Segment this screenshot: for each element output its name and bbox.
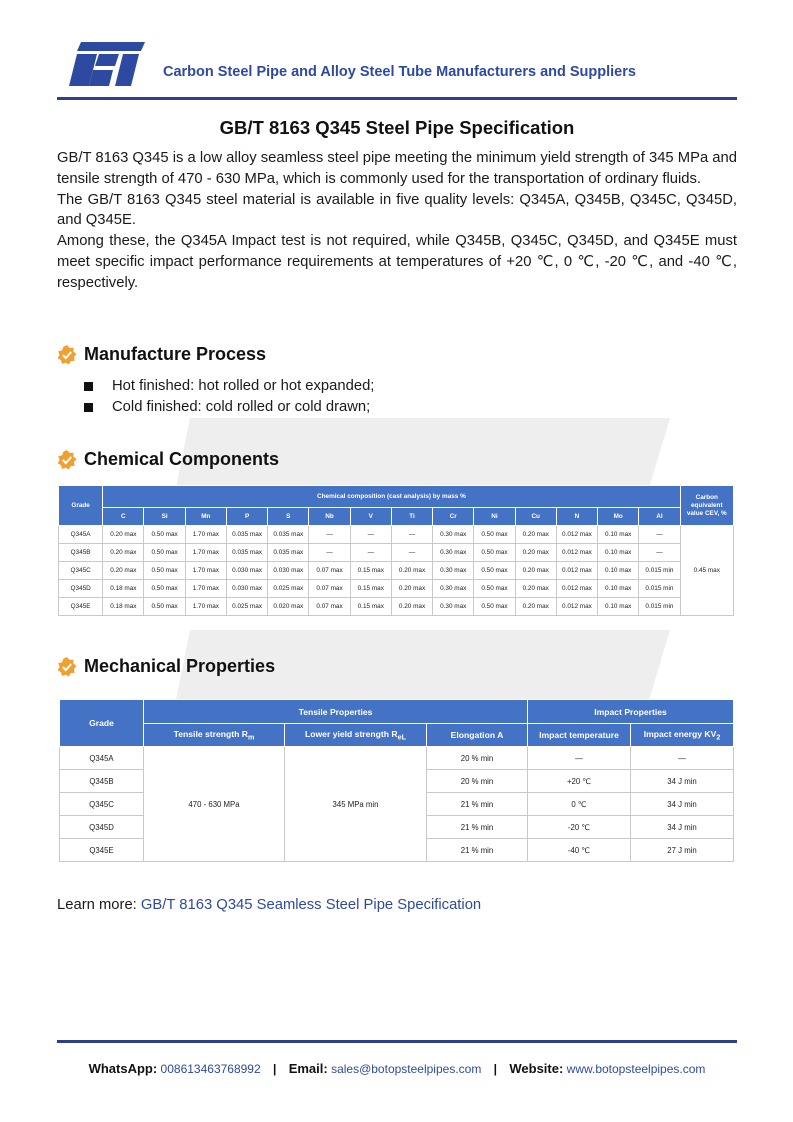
page-footer (57, 1061, 737, 1076)
impact-energy-cell: 27 J min (631, 839, 734, 862)
column-header-element: Mn (185, 508, 226, 526)
table-cell: 1.70 max (185, 544, 226, 562)
table-cell: 0.035 max (268, 526, 309, 544)
column-header-element: Cu (515, 508, 556, 526)
table-cell: 0.30 max (433, 526, 474, 544)
table-cell: 0.18 max (103, 598, 144, 616)
table-cell: 0.030 max (226, 562, 267, 580)
section-mechanical-properties (57, 656, 357, 680)
column-header-grade: Grade (59, 486, 103, 526)
table-cell: — (309, 526, 350, 544)
table-cell: 0.20 max (391, 562, 432, 580)
table-row (59, 598, 734, 616)
table-row (59, 544, 734, 562)
table-cell: 0.015 min (639, 598, 680, 616)
table-cell: 0.20 max (515, 562, 556, 580)
impact-temperature-cell: — (528, 747, 631, 770)
column-header-element: P (226, 508, 267, 526)
section-title: Mechanical Properties (84, 656, 276, 676)
column-header-impact-energy: Impact energy $KV_2$ (631, 724, 734, 747)
whatsapp-number[interactable]: 008613463768992 (160, 1062, 261, 1076)
column-header-element: N (556, 508, 597, 526)
table-cell: 0.020 max (268, 598, 309, 616)
grade-cell: Q345D (59, 580, 103, 598)
table-cell: — (391, 544, 432, 562)
list-item: Hot finished: hot rolled or hot expanded; (84, 376, 684, 397)
column-header-tensile-strength: Tensile strength $R_m$ (144, 724, 285, 747)
table-cell: 0.15 max (350, 562, 391, 580)
footer-separator: | (493, 1062, 498, 1076)
website-link[interactable]: www.botopsteelpipes.com (566, 1062, 706, 1076)
table-cell: 0.20 max (515, 598, 556, 616)
cev-cell: 0.45 max (680, 526, 733, 616)
column-header-element: Al (639, 508, 680, 526)
elongation-cell: 21 % min (427, 839, 528, 862)
table-cell: 0.10 max (598, 580, 639, 598)
elongation-cell: 21 % min (427, 816, 528, 839)
grade-cell: Q345E (60, 839, 144, 862)
email-label: Email: (288, 1061, 328, 1076)
section-manufacture-process (57, 344, 357, 368)
table-cell: 0.50 max (144, 526, 185, 544)
table-cell: 0.50 max (474, 544, 515, 562)
whatsapp-label: WhatsApp: (88, 1061, 158, 1076)
table-cell: 0.07 max (309, 580, 350, 598)
impact-energy-cell: 34 J min (631, 770, 734, 793)
table-cell: — (350, 544, 391, 562)
table-cell: — (309, 544, 350, 562)
table-cell: 0.50 max (144, 598, 185, 616)
list-item: Cold finished: cold rolled or cold drawn; (84, 397, 684, 418)
process-list (84, 376, 684, 418)
elongation-cell: 20 % min (427, 770, 528, 793)
table-row (59, 562, 734, 580)
table-cell: 0.012 max (556, 526, 597, 544)
table-cell: 0.030 max (268, 562, 309, 580)
page-title: GB/T 8163 Q345 Steel Pipe Specification (219, 117, 575, 138)
column-header-element: Mo (598, 508, 639, 526)
table-cell: 0.30 max (433, 562, 474, 580)
footer-divider (57, 1040, 737, 1043)
column-header-element: Ti (391, 508, 432, 526)
intro-text (57, 148, 737, 294)
table-cell: 1.70 max (185, 562, 226, 580)
table-cell: 0.30 max (433, 580, 474, 598)
table-row (59, 580, 734, 598)
email-link[interactable]: sales@botopsteelpipes.com (331, 1062, 482, 1076)
table-cell: 0.015 min (639, 562, 680, 580)
table-cell: 0.012 max (556, 562, 597, 580)
table-cell: 0.30 max (433, 598, 474, 616)
intro-paragraph: GB/T 8163 Q345 is a low alloy seamless steel pipe meeting the minimum yield strength of 345 MPa and tensile strength of 470 - 630 MPa, which is commonly used for the transportation of ordinary fluids. (57, 150, 737, 187)
impact-temperature-cell: -40 ℃ (528, 839, 631, 862)
table-cell: — (639, 544, 680, 562)
footer-separator: | (273, 1062, 277, 1076)
grade-cell: Q345E (59, 598, 103, 616)
table-row (59, 526, 734, 544)
grade-cell: Q345D (60, 816, 144, 839)
mechanical-properties-table (59, 699, 734, 862)
table-cell: 0.30 max (433, 544, 474, 562)
column-header-grade: Grade (60, 700, 144, 747)
table-cell: — (639, 526, 680, 544)
impact-temperature-cell: 0 ℃ (528, 793, 631, 816)
table-cell: 0.030 max (226, 580, 267, 598)
intro-paragraph: The GB/T 8163 Q345 steel material is available in five quality levels: Q345A, Q345B, Q345C, Q345D, and Q345E. (57, 191, 737, 229)
impact-energy-cell: 34 J min (631, 816, 734, 839)
column-header-element: Cr (433, 508, 474, 526)
table-cell: 0.035 max (226, 526, 267, 544)
learn-more-link[interactable]: GB/T 8163 Q345 Seamless Steel Pipe Specification (140, 897, 482, 913)
column-header-element: C (103, 508, 144, 526)
intro-paragraph: Among these, the Q345A Impact test is not required, while Q345B, Q345C, Q345D, and Q345E must meet specific impact performance requirements at temperatures of +20 ℃, 0 ℃, -20 ℃, and -40 ℃, respectively. (57, 233, 737, 291)
table-cell: — (391, 526, 432, 544)
table-cell: 0.20 max (103, 526, 144, 544)
table-cell: 0.025 max (226, 598, 267, 616)
column-header-yield-strength: Lower yield strength $R_{eL}$ (285, 724, 427, 747)
learn-more (57, 897, 481, 913)
table-cell: 1.70 max (185, 526, 226, 544)
orange-seal-check-icon (57, 657, 77, 677)
column-group-tensile: Tensile Properties (144, 700, 528, 724)
orange-seal-check-icon (57, 345, 77, 365)
column-header-element: Ni (474, 508, 515, 526)
table-cell: 0.07 max (309, 562, 350, 580)
table-cell: 0.015 min (639, 580, 680, 598)
table-cell: 0.20 max (391, 580, 432, 598)
table-cell: 0.18 max (103, 580, 144, 598)
table-cell: 0.035 max (226, 544, 267, 562)
table-cell: 0.012 max (556, 544, 597, 562)
grade-cell: Q345A (59, 526, 103, 544)
table-cell: 0.50 max (474, 598, 515, 616)
table-cell: 0.10 max (598, 598, 639, 616)
table-cell: 0.50 max (474, 562, 515, 580)
bt-logo-icon (67, 40, 147, 88)
grade-cell: Q345A (60, 747, 144, 770)
column-header-element: Si (144, 508, 185, 526)
table-cell: 0.20 max (103, 562, 144, 580)
elongation-cell: 21 % min (427, 793, 528, 816)
table-cell: 0.012 max (556, 580, 597, 598)
column-header-elongation: Elongation A (427, 724, 528, 747)
elongation-cell: 20 % min (427, 747, 528, 770)
table-cell: 0.07 max (309, 598, 350, 616)
table-cell: 0.50 max (144, 580, 185, 598)
column-group-impact: Impact Properties (528, 700, 734, 724)
table-cell: 0.50 max (474, 526, 515, 544)
column-header-element: Nb (309, 508, 350, 526)
table-cell: 1.70 max (185, 598, 226, 616)
impact-energy-cell: 34 J min (631, 793, 734, 816)
table-cell: 0.10 max (598, 562, 639, 580)
orange-seal-check-icon (57, 450, 77, 470)
column-header-element: S (268, 508, 309, 526)
table-cell: 0.20 max (515, 580, 556, 598)
tensile-strength-cell: 470 - 630 MPa (144, 747, 285, 862)
table-cell: 0.50 max (474, 580, 515, 598)
column-header-impact-temperature: Impact temperature (528, 724, 631, 747)
table-cell: 0.20 max (103, 544, 144, 562)
header-divider (57, 97, 737, 100)
impact-temperature-cell: +20 ℃ (528, 770, 631, 793)
table-cell: 0.15 max (350, 580, 391, 598)
grade-cell: Q345B (59, 544, 103, 562)
column-group-header: Chemical composition (cast analysis) by mass % (103, 486, 680, 508)
table-cell: 0.025 max (268, 580, 309, 598)
chemical-composition-table (58, 485, 734, 616)
column-header-cev: Carbon equivalent value CEV, % (680, 486, 733, 526)
section-title: Chemical Components (84, 449, 280, 469)
table-cell: 0.20 max (515, 544, 556, 562)
column-header-element: V (350, 508, 391, 526)
table-cell: 1.70 max (185, 580, 226, 598)
table-cell: 0.10 max (598, 526, 639, 544)
table-cell: 0.50 max (144, 562, 185, 580)
website-label: Website: (509, 1061, 564, 1076)
table-cell: 0.035 max (268, 544, 309, 562)
table-cell: 0.20 max (391, 598, 432, 616)
grade-cell: Q345C (60, 793, 144, 816)
table-cell: 0.50 max (144, 544, 185, 562)
section-chemical-components (57, 449, 357, 473)
grade-cell: Q345B (60, 770, 144, 793)
header-title: Carbon Steel Pipe and Alloy Steel Tube Manufacturers and Suppliers (163, 64, 636, 80)
table-cell: — (350, 526, 391, 544)
table-row (60, 747, 734, 770)
impact-temperature-cell: -20 ℃ (528, 816, 631, 839)
yield-strength-cell: 345 MPa min (285, 747, 427, 862)
table-cell: 0.15 max (350, 598, 391, 616)
page-header (57, 40, 737, 102)
section-title: Manufacture Process (84, 344, 267, 364)
table-cell: 0.012 max (556, 598, 597, 616)
learn-more-label: Learn more: (57, 897, 137, 913)
table-cell: 0.20 max (515, 526, 556, 544)
table-cell: 0.10 max (598, 544, 639, 562)
impact-energy-cell: — (631, 747, 734, 770)
grade-cell: Q345C (59, 562, 103, 580)
